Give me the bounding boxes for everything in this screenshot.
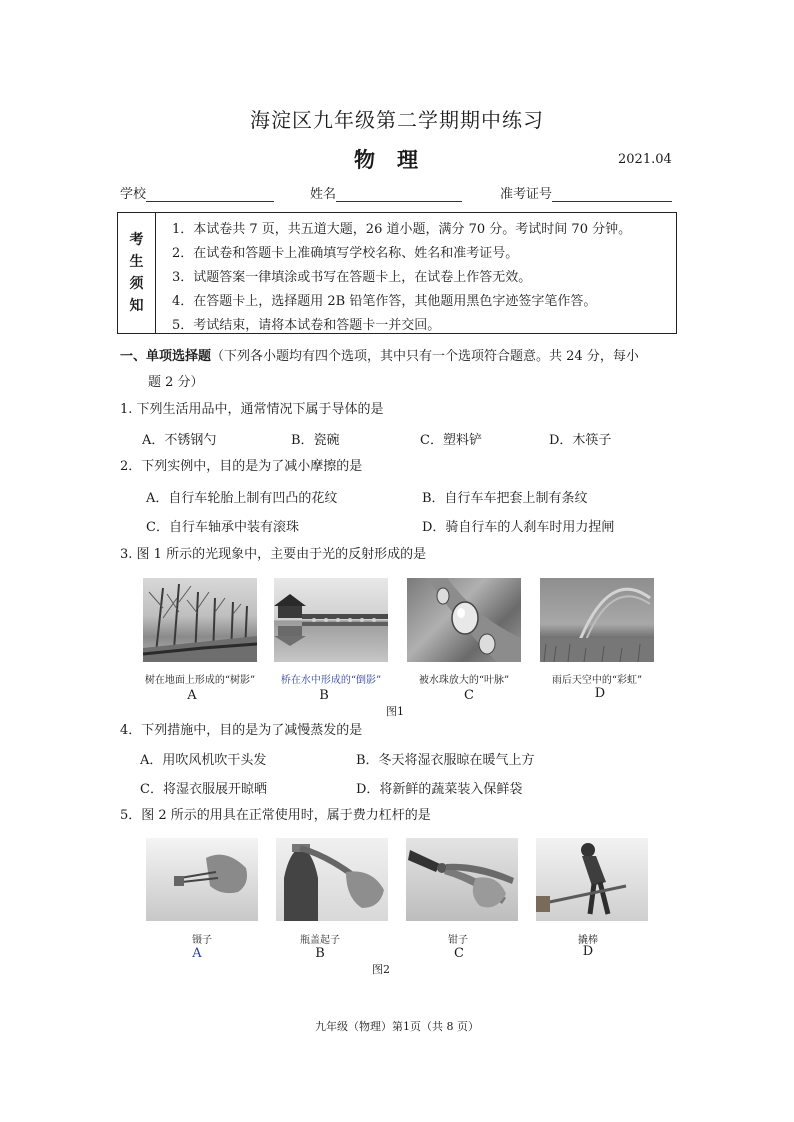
notice-list	[172, 218, 631, 338]
school-label: 学校	[120, 187, 147, 202]
name-field	[310, 183, 462, 202]
tweezers-photo	[146, 838, 258, 921]
q1-option-a: A．不锈钢勺	[142, 433, 217, 448]
q1-option-c: C．塑料铲	[420, 433, 482, 448]
tree-shadow-illustration	[143, 578, 257, 662]
section-1-title: 一、单项选择题	[120, 349, 212, 364]
fig2-label: 图2	[372, 963, 390, 976]
q3-stem: 3. 图 1 所示的光现象中，主要由于光的反射形成的是	[120, 547, 427, 562]
crowbar-illustration	[536, 838, 648, 921]
notice-heading-char: 考	[129, 232, 144, 248]
fig1-caption-c: 被水珠放大的“叶脉”	[418, 675, 510, 686]
notice-item: 3．试题答案一律填涂或书写在答题卡上，在试卷上作答无效。	[172, 270, 532, 285]
bridge-reflection-photo	[274, 578, 388, 662]
notice-item: 5．考试结束，请将本试卷和答题卡一并交回。	[172, 318, 441, 333]
school-blank	[146, 188, 274, 202]
exam-id-label: 准考证号	[500, 187, 553, 202]
fig1-letter-c: C	[464, 688, 474, 703]
school-field	[120, 183, 274, 202]
water-drop-leaf-photo	[407, 578, 521, 662]
water-drop-illustration	[407, 578, 521, 662]
bottle-opener-illustration	[276, 838, 388, 921]
tree-shadow-photo	[143, 578, 257, 662]
q4-option-c: C．将湿衣服展开晾晒	[140, 782, 267, 797]
crowbar-photo	[536, 838, 648, 921]
exam-id-field	[500, 183, 672, 202]
fig2-caption-c: 钳子	[448, 935, 468, 946]
q4-stem: 4．下列措施中，目的是为了减慢蒸发的是	[120, 723, 363, 738]
name-label: 姓名	[310, 187, 337, 202]
q2-option-c: C．自行车轴承中装有滚珠	[146, 520, 299, 535]
fig1-caption-d: 雨后天空中的“彩虹”	[551, 675, 643, 686]
q2-option-b: B．自行车车把套上制有条纹	[422, 491, 588, 506]
notice-heading-char: 生	[129, 254, 144, 270]
tweezers-illustration	[146, 838, 258, 921]
rainbow-illustration	[540, 578, 654, 662]
fig1-caption-b: 桥在水中形成的“倒影”	[280, 675, 382, 686]
fig2-letter-b: B	[315, 946, 325, 961]
notice-heading	[118, 213, 156, 333]
notice-heading-char: 知	[129, 298, 144, 314]
fig1-letter-b: B	[319, 688, 329, 703]
q5-stem: 5．图 2 所示的用具在正常使用时，属于费力杠杆的是	[120, 808, 431, 823]
section-1-desc: （下列各小题均有四个选项，其中只有一个选项符合题意。共 24 分，每小	[211, 349, 639, 364]
section-1-desc-cont: 题 2 分）	[148, 375, 204, 390]
fig2-letter-d: D	[582, 944, 594, 959]
fig2-letter-a: A	[192, 946, 202, 961]
q4-option-d: D．将新鲜的蔬菜装入保鲜袋	[356, 782, 523, 797]
q4-option-a: A．用吹风机吹干头发	[140, 753, 267, 768]
exam-title: 海淀区九年级第二学期期中练习	[250, 108, 544, 132]
candidate-notice-box	[117, 212, 677, 334]
q1-stem: 1. 下列生活用品中，通常情况下属于导体的是	[120, 402, 384, 417]
q1-option-d: D．木筷子	[549, 433, 612, 448]
exam-id-blank	[552, 188, 672, 202]
fig2-caption-a: 镊子	[192, 935, 212, 946]
q2-stem: 2．下列实例中，目的是为了减小摩擦的是	[120, 459, 363, 474]
subject-title: 物理	[354, 147, 440, 172]
notice-item: 2．在试卷和答题卡上准确填写学校名称、姓名和准考证号。	[172, 246, 519, 261]
page-footer: 九年级（物理）第1页（共 8 页）	[315, 1020, 479, 1033]
fig1-letter-a: A	[187, 688, 197, 703]
pliers-photo	[406, 838, 518, 921]
fig2-letter-c: C	[454, 946, 464, 961]
notice-item: 1．本试卷共 7 页，共五道大题，26 道小题，满分 70 分。考试时间 70 分钟。	[172, 222, 632, 237]
notice-item: 4．在答题卡上，选择题用 2B 铅笔作答，其他题用黑色字迹签字笔作答。	[172, 294, 597, 309]
q2-option-d: D．骑自行车的人刹车时用力捏闸	[422, 520, 615, 535]
exam-date: 2021.04	[618, 152, 672, 167]
rainbow-photo	[540, 578, 654, 662]
q4-option-b: B．冬天将湿衣服晾在暖气上方	[356, 753, 535, 768]
name-blank	[336, 188, 462, 202]
bridge-reflection-illustration	[274, 578, 388, 662]
fig2-caption-b: 瓶盖起子	[300, 935, 340, 946]
fig1-caption-a: 树在地面上形成的“树影”	[144, 675, 256, 686]
bottle-opener-photo	[276, 838, 388, 921]
q1-option-b: B．瓷碗	[291, 433, 340, 448]
fig1-label: 图1	[386, 705, 404, 718]
pliers-illustration	[406, 838, 518, 921]
fig1-letter-d: D	[594, 686, 606, 701]
notice-heading-char: 须	[129, 276, 144, 292]
section-1-heading	[120, 344, 680, 396]
fig2-caption-d: 撬棒	[578, 935, 598, 946]
q2-option-a: A．自行车轮胎上制有凹凸的花纹	[146, 491, 338, 506]
